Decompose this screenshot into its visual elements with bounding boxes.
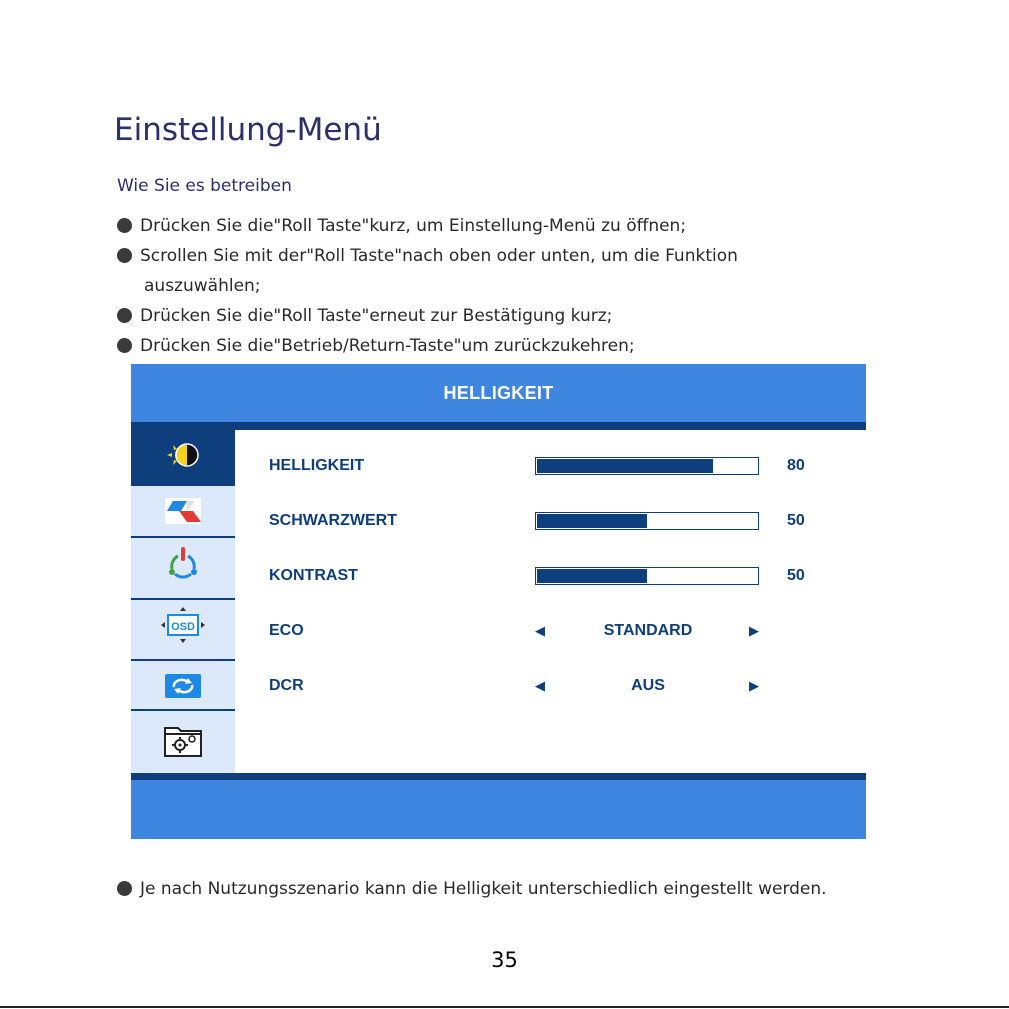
osd-row-schwarzwert[interactable] [269,506,829,536]
row-label: ECO [269,622,304,639]
osd-row-helligkeit[interactable] [269,451,829,481]
brightness-slider[interactable] [535,457,759,475]
slider-fill [537,459,713,473]
black-level-slider[interactable] [535,512,759,530]
sidebar-item-reset[interactable] [131,661,235,715]
sidebar-item-brightness[interactable] [131,430,235,484]
osd-header-title: HELLIGKEIT [131,364,866,422]
arrow-right-icon[interactable]: ▶ [749,623,759,638]
arrow-right-icon[interactable]: ▶ [749,678,759,693]
osd-menu-screenshot [131,364,866,839]
picture-quality-icon [163,545,203,586]
bullet-icon [117,218,132,233]
row-label: HELLIGKEIT [269,457,365,474]
page-number: 35 [491,948,518,972]
row-value: 80 [787,457,805,474]
row-label: SCHWARZWERT [269,512,397,529]
system-settings-icon [162,722,204,763]
color-icon [161,496,205,531]
page-title: Einstellung-Menü [114,112,382,148]
sidebar-item-system-settings[interactable] [131,711,235,773]
osd-sidebar [131,430,235,773]
note-text: Je nach Nutzungsszenario kann die Helligkeit unterschiedlich eingestellt werden. [140,879,827,899]
slider-fill [537,569,647,583]
instruction-item [117,301,947,331]
row-label: KONTRAST [269,567,358,584]
bullet-icon [117,338,132,353]
instruction-text: Drücken Sie die"Roll Taste"kurz, um Einstellung-Menü zu öffnen; [140,216,687,236]
osd-footer [131,780,866,839]
note-item [117,874,1000,904]
bullet-icon [117,308,132,323]
instruction-text: Scrollen Sie mit der"Roll Taste"nach oben oder unten, um die Funktion [140,246,738,266]
section-subtitle: Wie Sie es betreiben [117,176,292,196]
brightness-icon [161,438,205,477]
arrow-left-icon[interactable]: ◀ [535,678,545,693]
eco-mode-value: STANDARD [603,622,693,639]
instruction-list [117,211,947,361]
sidebar-item-color[interactable] [131,486,235,540]
contrast-slider[interactable] [535,567,759,585]
dcr-value: AUS [631,677,665,694]
osd-divider [131,773,866,780]
reset-icon [163,672,203,705]
osd-divider [131,422,866,430]
row-value: 50 [787,567,805,584]
osd-row-eco[interactable] [269,616,829,646]
sidebar-item-osd-settings[interactable] [131,600,235,654]
osd-row-kontrast[interactable] [269,561,829,591]
row-value: 50 [787,512,805,529]
instruction-text: Drücken Sie die"Roll Taste"erneut zur Bestätigung kurz; [140,306,613,326]
arrow-left-icon[interactable]: ◀ [535,623,545,638]
instruction-item [117,331,947,361]
osd-body [131,430,866,773]
footer-rule [0,1006,1009,1008]
osd-row-dcr[interactable] [269,671,829,701]
slider-fill [537,514,647,528]
osd-settings-icon [159,605,207,650]
instruction-text-continuation: auszuwählen; [144,276,261,296]
bullet-icon [117,248,132,263]
row-label: DCR [269,677,304,694]
bullet-icon [117,881,132,896]
sidebar-item-picture-quality[interactable] [131,538,235,592]
instruction-item [117,241,947,301]
svg-text:OSD: OSD [171,620,195,633]
instruction-text: Drücken Sie die"Betrieb/Return-Taste"um zurückzukehren; [140,336,635,356]
instruction-item [117,211,947,241]
